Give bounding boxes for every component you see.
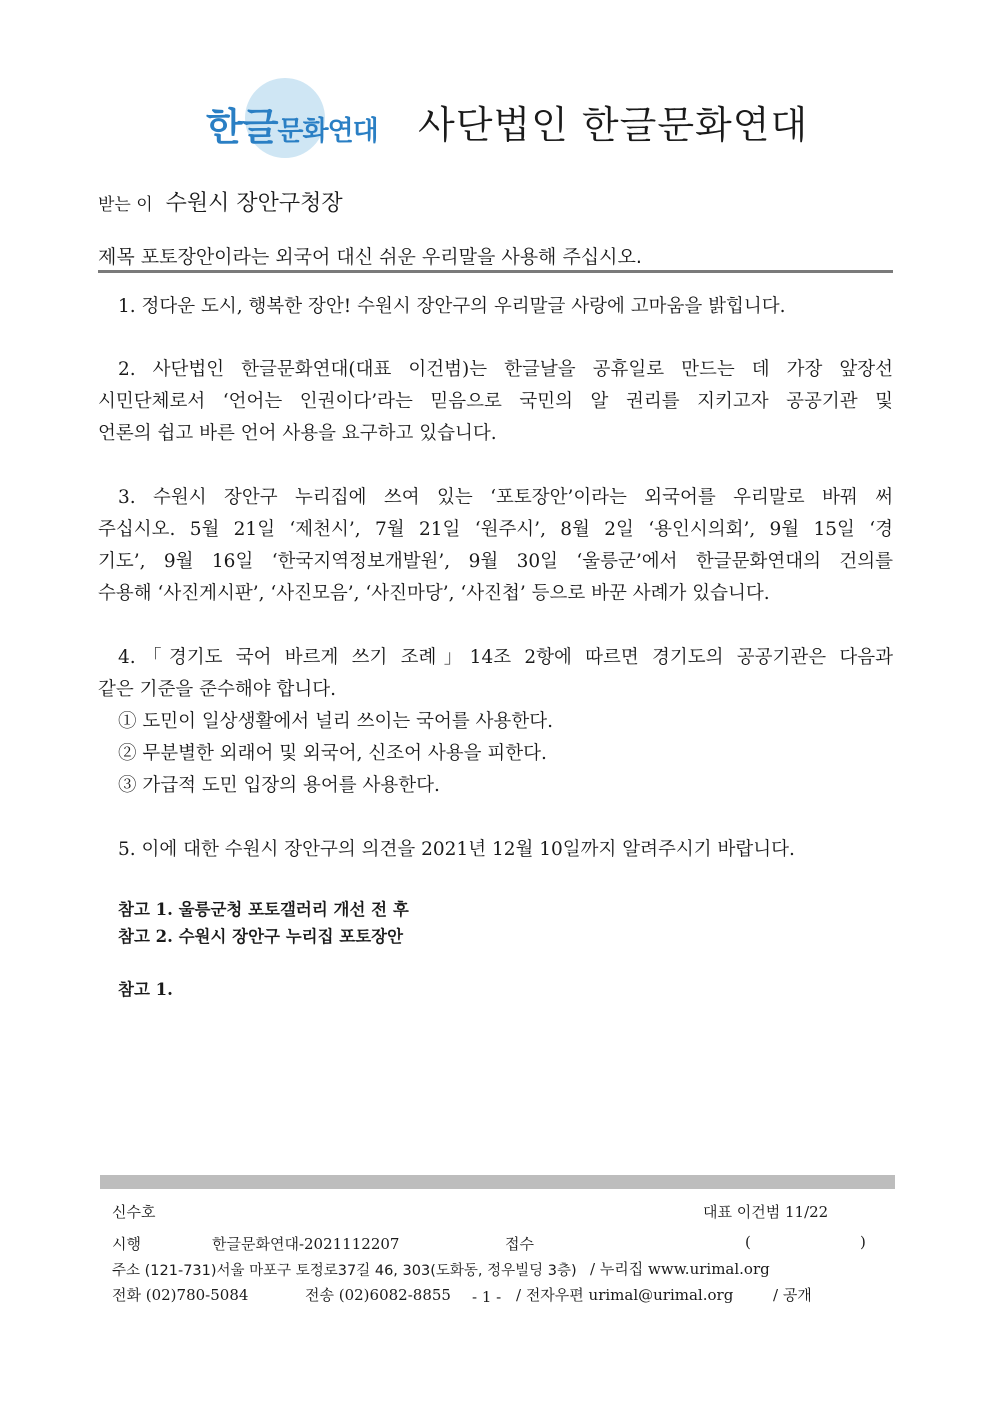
subject-value: 포토장안이라는 외국어 대신 쉬운 우리말을 사용해 주십시오. [140, 246, 642, 268]
phone: 전화 (02)780-5084 [112, 1286, 249, 1304]
recipient-value: 수원시 장안구청장 [165, 191, 343, 216]
address: 주소 (121-731)서울 마포구 토정로37길 46, 303(도화동, 정우빌딩 3층) [112, 1263, 577, 1279]
org-title: 사단법인 한글문화연대 [418, 103, 809, 147]
paragraph-line: 언론의 쉽고 바른 언어 사용을 요구하고 있습니다. [98, 423, 497, 444]
paragraph-line: 같은 기준을 준수해야 합니다. [98, 679, 336, 700]
list-item: ② 무분별한 외래어 및 외국어, 신조어 사용을 피한다. [118, 743, 547, 764]
fax: 전송 (02)6082-8855 [305, 1286, 451, 1304]
header-divider [98, 270, 893, 273]
paragraph-line: 5. 이에 대한 수원시 장안구의 의견을 2021년 12월 10일까지 알려주시기 바랍니다. [118, 839, 795, 860]
paragraph-3 [98, 482, 893, 610]
email: / 전자우편 urimal@urimal.org [516, 1286, 734, 1304]
exec-label: 시행 [112, 1235, 141, 1253]
recipient-line [98, 186, 343, 217]
approval-signature: 대표 이건범 11/22 [703, 1203, 829, 1221]
logo-text-big: 한글 [206, 105, 278, 149]
subject-line [98, 242, 642, 269]
recipient-label: 받는 이 [98, 195, 153, 215]
receipt-close-paren: ) [860, 1233, 866, 1251]
receipt-label: 접수 [505, 1235, 534, 1253]
list-item: ① 도민이 일상생활에서 널리 쓰이는 국어를 사용한다. [118, 711, 553, 732]
paragraph-line: 2. 사단법인 한글문화연대(대표 이건범)는 한글날을 공휴일로 만드는 데 가장 앞장선 [118, 359, 893, 380]
reference-heading: 참고 1. [118, 980, 173, 999]
exec-number: 한글문화연대-2021112207 [212, 1235, 400, 1253]
reference-2: 참고 2. 수원시 장안구 누리집 포토장안 [118, 927, 404, 946]
footer-divider [100, 1175, 895, 1189]
paragraph-line: 3. 수원시 장안구 누리집에 쓰여 있는 ‘포토장안’이라는 외국어를 우리말로 바꿔 써 [118, 487, 893, 508]
website: / 누리집 www.urimal.org [590, 1260, 770, 1278]
paragraph-line: 기도’, 9월 16일 ‘한국지역정보개발원’, 9월 30일 ‘울릉군’에서 한글문화연대의 건의를 [98, 551, 893, 572]
subject-label: 제목 [98, 246, 135, 268]
paragraph-5 [98, 834, 893, 866]
paragraph-4 [98, 642, 893, 802]
paragraph-line: 1. 정다운 도시, 행복한 장안! 수원시 장안구의 우리말글 사랑에 고마움을 밝힙니다. [118, 296, 786, 317]
list-item: ③ 가급적 도민 입장의 용어를 사용한다. [118, 775, 440, 796]
logo-text-small: 문화연대 [277, 116, 378, 147]
page-number: - 1 - [472, 1288, 502, 1306]
reference-1: 참고 1. 울릉군청 포토갤러리 개선 전 후 [118, 900, 409, 919]
paragraph-line: 시민단체로서 ‘언어는 인권이다’라는 믿음으로 국민의 알 권리를 지키고자 공공기관 및 [98, 391, 893, 412]
paragraph-2 [98, 354, 893, 450]
receipt-open-paren: ( [745, 1233, 751, 1251]
logo-text [206, 96, 378, 151]
paragraph-line: 4.「경기도 국어 바르게 쓰기 조례」14조 2항에 따르면 경기도의 공공기관은 다음과 [118, 647, 893, 668]
org-logo [200, 78, 400, 160]
paragraph-line: 주십시오. 5월 21일 ‘제천시’, 7월 21일 ‘원주시’, 8월 2일 ‘용인시의회’, 9월 15일 ‘경 [98, 519, 893, 540]
sender-name: 신수호 [112, 1203, 156, 1221]
disclosure: / 공개 [773, 1286, 812, 1304]
paragraph-1 [98, 291, 893, 323]
paragraph-line: 수용해 ‘사진게시판’, ‘사진모음’, ‘사진마당’, ‘사진첩’ 등으로 바꾼 사례가 있습니다. [98, 583, 770, 604]
